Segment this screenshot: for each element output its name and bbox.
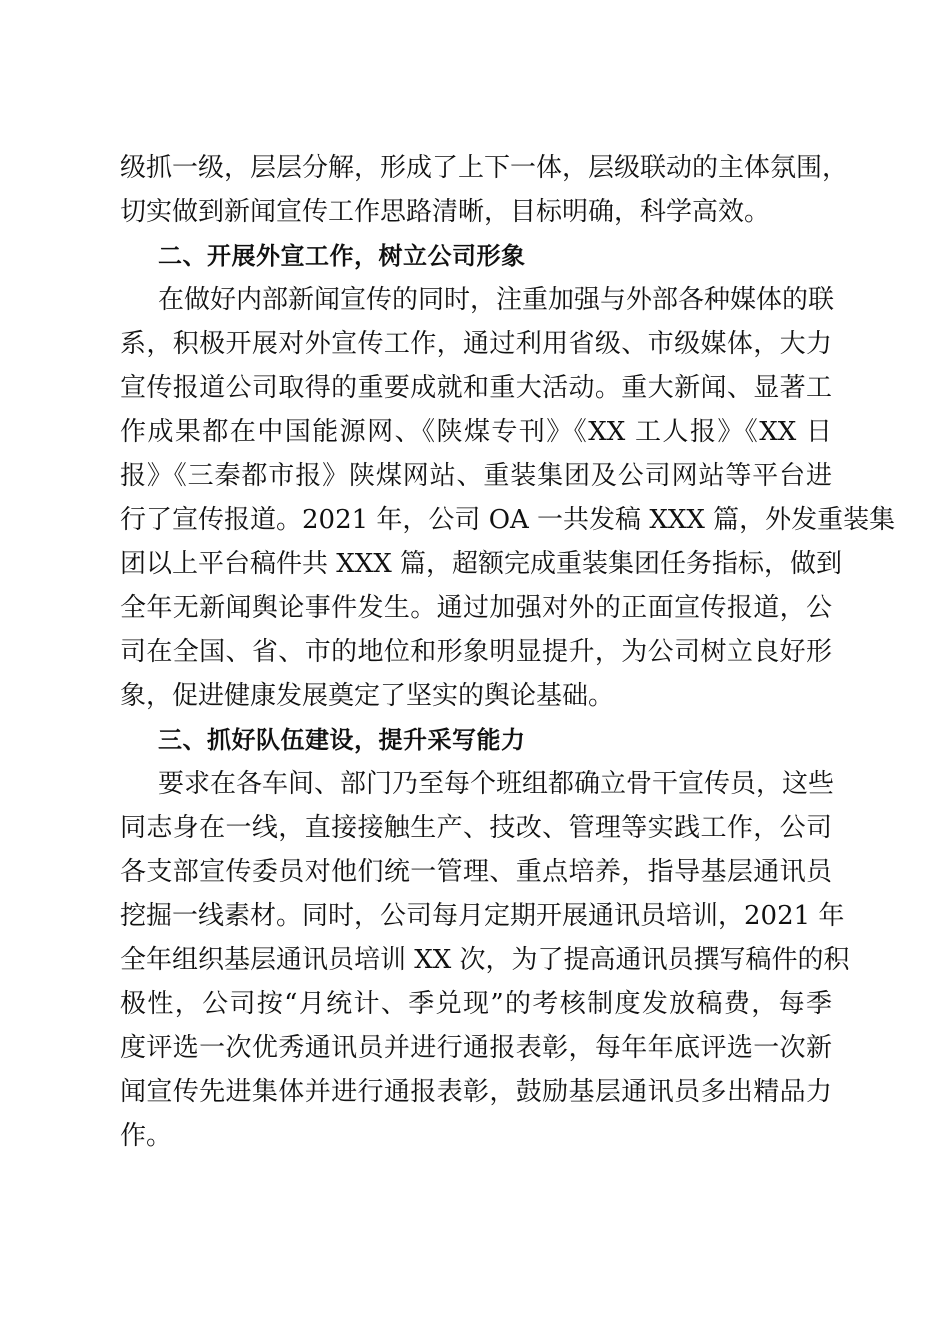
body-text-line: 级抓一级，层层分解，形成了上下一体，层级联动的主体氛围， bbox=[120, 153, 849, 183]
section-heading-3: 三、抓好队伍建设，提升采写能力 bbox=[158, 726, 526, 754]
body-text-line: 各支部宣传委员对他们统一管理、重点培养，指导基层通讯员 bbox=[120, 857, 832, 887]
body-text-line: 度评选一次优秀通讯员并进行通报表彰，每年年底评选一次新 bbox=[120, 1033, 832, 1063]
body-text-line: 宣传报道公司取得的重要成就和重大活动。重大新闻、显著工 bbox=[120, 373, 832, 403]
body-text-line: 极性，公司按“月统计、季兑现”的考核制度发放稿费，每季 bbox=[120, 989, 832, 1019]
body-text-line: 同志身在一线，直接接触生产、技改、管理等实践工作，公司 bbox=[120, 813, 832, 843]
body-text-line: 在做好内部新闻宣传的同时，注重加强与外部各种媒体的联 bbox=[158, 285, 835, 315]
body-text-line: 切实做到新闻宣传工作思路清晰，目标明确，科学高效。 bbox=[120, 197, 771, 227]
body-text-line: 全年组织基层通讯员培训 XX 次，为了提高通讯员撰写稿件的积 bbox=[120, 945, 850, 975]
body-text-line: 作。 bbox=[120, 1121, 173, 1151]
body-text-line: 司在全国、省、市的地位和形象明显提升，为公司树立良好形 bbox=[120, 637, 832, 667]
body-text-line: 挖掘一线素材。同时，公司每月定期开展通讯员培训，2021 年 bbox=[120, 901, 845, 931]
body-text-line: 团以上平台稿件共 XXX 篇，超额完成重装集团任务指标，做到 bbox=[120, 549, 843, 579]
body-text-line: 行了宣传报道。2021 年，公司 OA 一共发稿 XXX 篇，外发重装集 bbox=[120, 505, 896, 535]
body-text-line: 象，促进健康发展奠定了坚实的舆论基础。 bbox=[120, 681, 615, 711]
body-text-line: 闻宣传先进集体并进行通报表彰，鼓励基层通讯员多出精品力 bbox=[120, 1077, 832, 1107]
body-text-line: 报》《三秦都市报》陕煤网站、重装集团及公司网站等平台进 bbox=[120, 461, 832, 491]
section-heading-2: 二、开展外宣工作，树立公司形象 bbox=[158, 242, 526, 270]
body-text-line: 系，积极开展对外宣传工作，通过利用省级、市级媒体，大力 bbox=[120, 329, 832, 359]
body-text-line: 全年无新闻舆论事件发生。通过加强对外的正面宣传报道，公 bbox=[120, 593, 832, 623]
body-text-line: 要求在各车间、部门乃至每个班组都确立骨干宣传员，这些 bbox=[158, 769, 835, 799]
body-text-line: 作成果都在中国能源网、《陕煤专刊》《XX 工人报》《XX 日 bbox=[120, 417, 832, 447]
